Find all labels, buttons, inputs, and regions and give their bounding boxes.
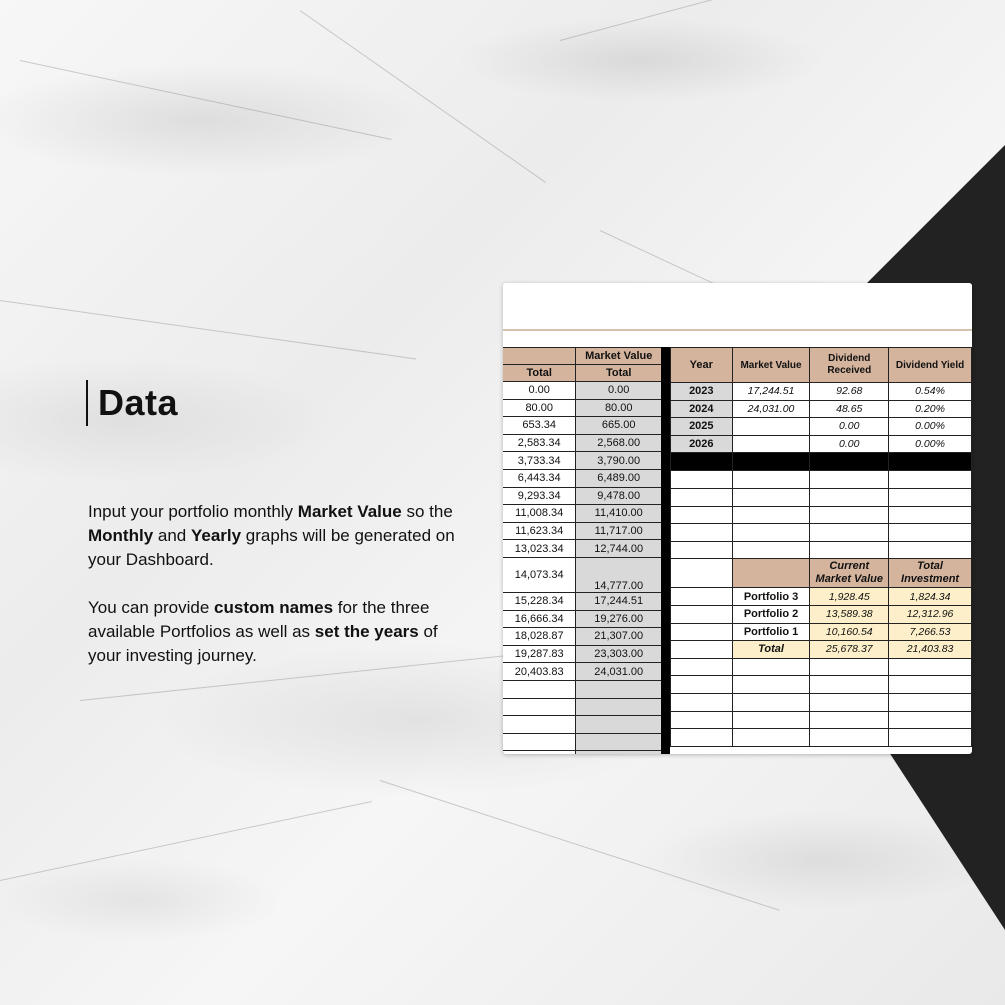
page-heading <box>86 380 178 426</box>
intro-emphasis: Monthly <box>88 526 154 545</box>
total-cell: 13,023.34 <box>503 540 576 558</box>
header-market-value: Market Value <box>576 348 662 365</box>
empty-cell <box>671 623 733 641</box>
table-row <box>671 605 972 623</box>
market-value-cell: 24,031.00 <box>732 400 810 418</box>
black-separator <box>889 453 972 471</box>
portfolio-total-market-value: 25,678.37 <box>810 641 889 659</box>
intro-paragraph-1 <box>88 500 463 572</box>
empty-cell <box>810 729 889 747</box>
empty-cell <box>732 676 810 694</box>
total-cell: 11,623.34 <box>503 522 576 540</box>
market-value-total-cell: 11,410.00 <box>576 505 662 523</box>
year-cell: 2025 <box>671 418 733 436</box>
portfolio-name-cell: Portfolio 1 <box>732 623 810 641</box>
table-row <box>503 382 662 400</box>
marble-vein <box>380 780 780 911</box>
table-row <box>503 663 662 681</box>
sheet-gap <box>503 331 972 347</box>
empty-cell <box>503 733 576 751</box>
total-cell: 653.34 <box>503 417 576 435</box>
empty-cell <box>810 488 889 506</box>
table-row <box>503 645 662 663</box>
table-row <box>503 452 662 470</box>
black-separator <box>732 453 810 471</box>
intro-text: Input your portfolio monthly <box>88 502 298 521</box>
year-cell: 2024 <box>671 400 733 418</box>
intro-text: graphs will be generated on your Dashboard. <box>88 526 455 569</box>
empty-cell <box>576 698 662 716</box>
empty-cell <box>576 680 662 698</box>
empty-cell <box>576 751 662 754</box>
header-blank <box>503 348 576 365</box>
empty-cell <box>810 693 889 711</box>
header-market-value: Market Value <box>732 348 810 383</box>
table-divider <box>661 347 670 754</box>
table-row <box>503 434 662 452</box>
market-value-total-cell: 19,276.00 <box>576 610 662 628</box>
total-cell: 3,733.34 <box>503 452 576 470</box>
portfolio-total-investment: 21,403.83 <box>889 641 972 659</box>
black-separator <box>671 453 733 471</box>
empty-cell <box>671 641 733 659</box>
market-value-total-cell: 12,744.00 <box>576 540 662 558</box>
dividend-received-cell: 92.68 <box>810 383 889 401</box>
monthly-values-table <box>503 347 662 754</box>
table-row <box>671 588 972 606</box>
market-value-total-cell: 21,307.00 <box>576 628 662 646</box>
total-cell: 16,666.34 <box>503 610 576 628</box>
spreadsheet-preview <box>503 283 972 754</box>
total-cell: 9,293.34 <box>503 487 576 505</box>
total-cell: 19,287.83 <box>503 645 576 663</box>
dividend-received-cell: 48.65 <box>810 400 889 418</box>
empty-cell <box>503 680 576 698</box>
intro-text: You can provide <box>88 598 215 617</box>
header-current-market-value: Current Market Value <box>810 559 889 588</box>
table-row <box>671 383 972 401</box>
empty-cell <box>732 658 810 676</box>
header-year: Year <box>671 348 733 383</box>
market-value-total-cell: 3,790.00 <box>576 452 662 470</box>
market-value-total-cell: 17,244.51 <box>576 592 662 610</box>
table-row <box>671 418 972 436</box>
dividend-yield-cell: 0.54% <box>889 383 972 401</box>
table-row <box>503 399 662 417</box>
empty-cell <box>810 658 889 676</box>
empty-cell <box>889 658 972 676</box>
dividend-yield-cell: 0.00% <box>889 418 972 436</box>
empty-cell <box>671 693 733 711</box>
table-row <box>671 623 972 641</box>
empty-cell <box>503 751 576 754</box>
marble-vein <box>0 300 416 359</box>
marble-vein <box>0 801 372 881</box>
market-value-total-cell: 14,777.00 <box>576 557 662 592</box>
empty-cell <box>671 559 733 588</box>
total-cell: 11,008.34 <box>503 505 576 523</box>
intro-copy <box>88 500 463 692</box>
total-cell: 15,228.34 <box>503 592 576 610</box>
empty-cell <box>671 729 733 747</box>
header-dividend-received: Dividend Received <box>810 348 889 383</box>
empty-cell <box>732 524 810 542</box>
table-row <box>503 505 662 523</box>
empty-cell <box>810 506 889 524</box>
total-investment-cell: 12,312.96 <box>889 605 972 623</box>
empty-cell <box>732 488 810 506</box>
total-cell: 80.00 <box>503 399 576 417</box>
market-value-total-cell: 11,717.00 <box>576 522 662 540</box>
header-dividend-yield: Dividend Yield <box>889 348 972 383</box>
empty-cell <box>810 524 889 542</box>
empty-cell <box>671 588 733 606</box>
empty-cell <box>889 541 972 559</box>
dividend-yield-cell: 0.20% <box>889 400 972 418</box>
table-row <box>503 592 662 610</box>
black-separator <box>810 453 889 471</box>
year-cell: 2026 <box>671 435 733 453</box>
current-market-value-cell: 1,928.45 <box>810 588 889 606</box>
empty-cell <box>889 524 972 542</box>
current-market-value-cell: 10,160.54 <box>810 623 889 641</box>
total-cell: 6,443.34 <box>503 469 576 487</box>
dividend-yield-cell: 0.00% <box>889 435 972 453</box>
dividend-received-cell: 0.00 <box>810 435 889 453</box>
intro-text: for the three available Portfolios as well as <box>88 598 430 641</box>
empty-cell <box>889 488 972 506</box>
empty-cell <box>671 676 733 694</box>
empty-cell <box>889 693 972 711</box>
market-value-total-cell: 23,303.00 <box>576 645 662 663</box>
table-row <box>503 628 662 646</box>
empty-cell <box>810 711 889 729</box>
table-row <box>503 610 662 628</box>
market-value-cell <box>732 418 810 436</box>
table-row <box>503 417 662 435</box>
empty-cell <box>671 541 733 559</box>
empty-cell <box>503 716 576 734</box>
empty-cell <box>732 506 810 524</box>
total-investment-cell: 1,824.34 <box>889 588 972 606</box>
intro-emphasis: Yearly <box>190 526 242 545</box>
market-value-total-cell: 2,568.00 <box>576 434 662 452</box>
page-title: Data <box>98 382 179 423</box>
heading-accent-bar <box>86 380 88 426</box>
empty-cell <box>671 524 733 542</box>
market-value-total-cell: 9,478.00 <box>576 487 662 505</box>
table-row <box>503 469 662 487</box>
portfolio-total-label: Total <box>732 641 810 659</box>
market-value-total-cell: 80.00 <box>576 399 662 417</box>
empty-cell <box>889 729 972 747</box>
empty-header-cell <box>732 559 810 588</box>
table-row <box>671 435 972 453</box>
total-cell: 18,028.87 <box>503 628 576 646</box>
total-cell: 14,073.34 <box>503 557 576 592</box>
empty-cell <box>889 676 972 694</box>
empty-cell <box>732 471 810 489</box>
sheet-header-strip <box>503 283 972 331</box>
empty-cell <box>671 471 733 489</box>
intro-text: of your investing journey. <box>88 622 438 665</box>
empty-cell <box>671 605 733 623</box>
empty-cell <box>810 676 889 694</box>
empty-cell <box>671 506 733 524</box>
market-value-cell: 17,244.51 <box>732 383 810 401</box>
dividend-received-cell: 0.00 <box>810 418 889 436</box>
current-market-value-cell: 13,589.38 <box>810 605 889 623</box>
intro-text: and <box>153 526 191 545</box>
empty-cell <box>732 729 810 747</box>
empty-cell <box>576 733 662 751</box>
intro-emphasis: Market Value <box>297 502 402 521</box>
year-cell: 2023 <box>671 383 733 401</box>
total-cell: 2,583.34 <box>503 434 576 452</box>
empty-cell <box>732 693 810 711</box>
portfolio-name-cell: Portfolio 2 <box>732 605 810 623</box>
intro-paragraph-2 <box>88 596 463 668</box>
total-cell: 20,403.83 <box>503 663 576 681</box>
header-total: Total <box>503 365 576 382</box>
market-value-total-cell: 665.00 <box>576 417 662 435</box>
empty-cell <box>671 711 733 729</box>
marble-vein <box>20 60 392 140</box>
marble-vein <box>560 0 869 41</box>
intro-emphasis: custom names <box>214 598 334 617</box>
market-value-cell <box>732 435 810 453</box>
market-value-total-cell: 0.00 <box>576 382 662 400</box>
yearly-table <box>670 347 972 747</box>
total-investment-cell: 7,266.53 <box>889 623 972 641</box>
table-row <box>503 540 662 558</box>
portfolio-name-cell: Portfolio 3 <box>732 588 810 606</box>
market-value-total-cell: 24,031.00 <box>576 663 662 681</box>
empty-cell <box>576 716 662 734</box>
table-row <box>671 400 972 418</box>
header-total-investment: Total Investment <box>889 559 972 588</box>
marble-vein <box>300 10 546 183</box>
empty-cell <box>503 698 576 716</box>
table-row <box>503 557 662 592</box>
intro-text: so the <box>401 502 453 521</box>
intro-emphasis: set the years <box>314 622 419 641</box>
empty-cell <box>671 658 733 676</box>
table-row <box>503 522 662 540</box>
empty-cell <box>889 711 972 729</box>
total-cell: 0.00 <box>503 382 576 400</box>
empty-cell <box>810 471 889 489</box>
empty-cell <box>889 506 972 524</box>
empty-cell <box>810 541 889 559</box>
empty-cell <box>732 711 810 729</box>
empty-cell <box>671 488 733 506</box>
table-row <box>503 487 662 505</box>
header-market-value-total: Total <box>576 365 662 382</box>
empty-cell <box>889 471 972 489</box>
market-value-total-cell: 6,489.00 <box>576 469 662 487</box>
empty-cell <box>732 541 810 559</box>
